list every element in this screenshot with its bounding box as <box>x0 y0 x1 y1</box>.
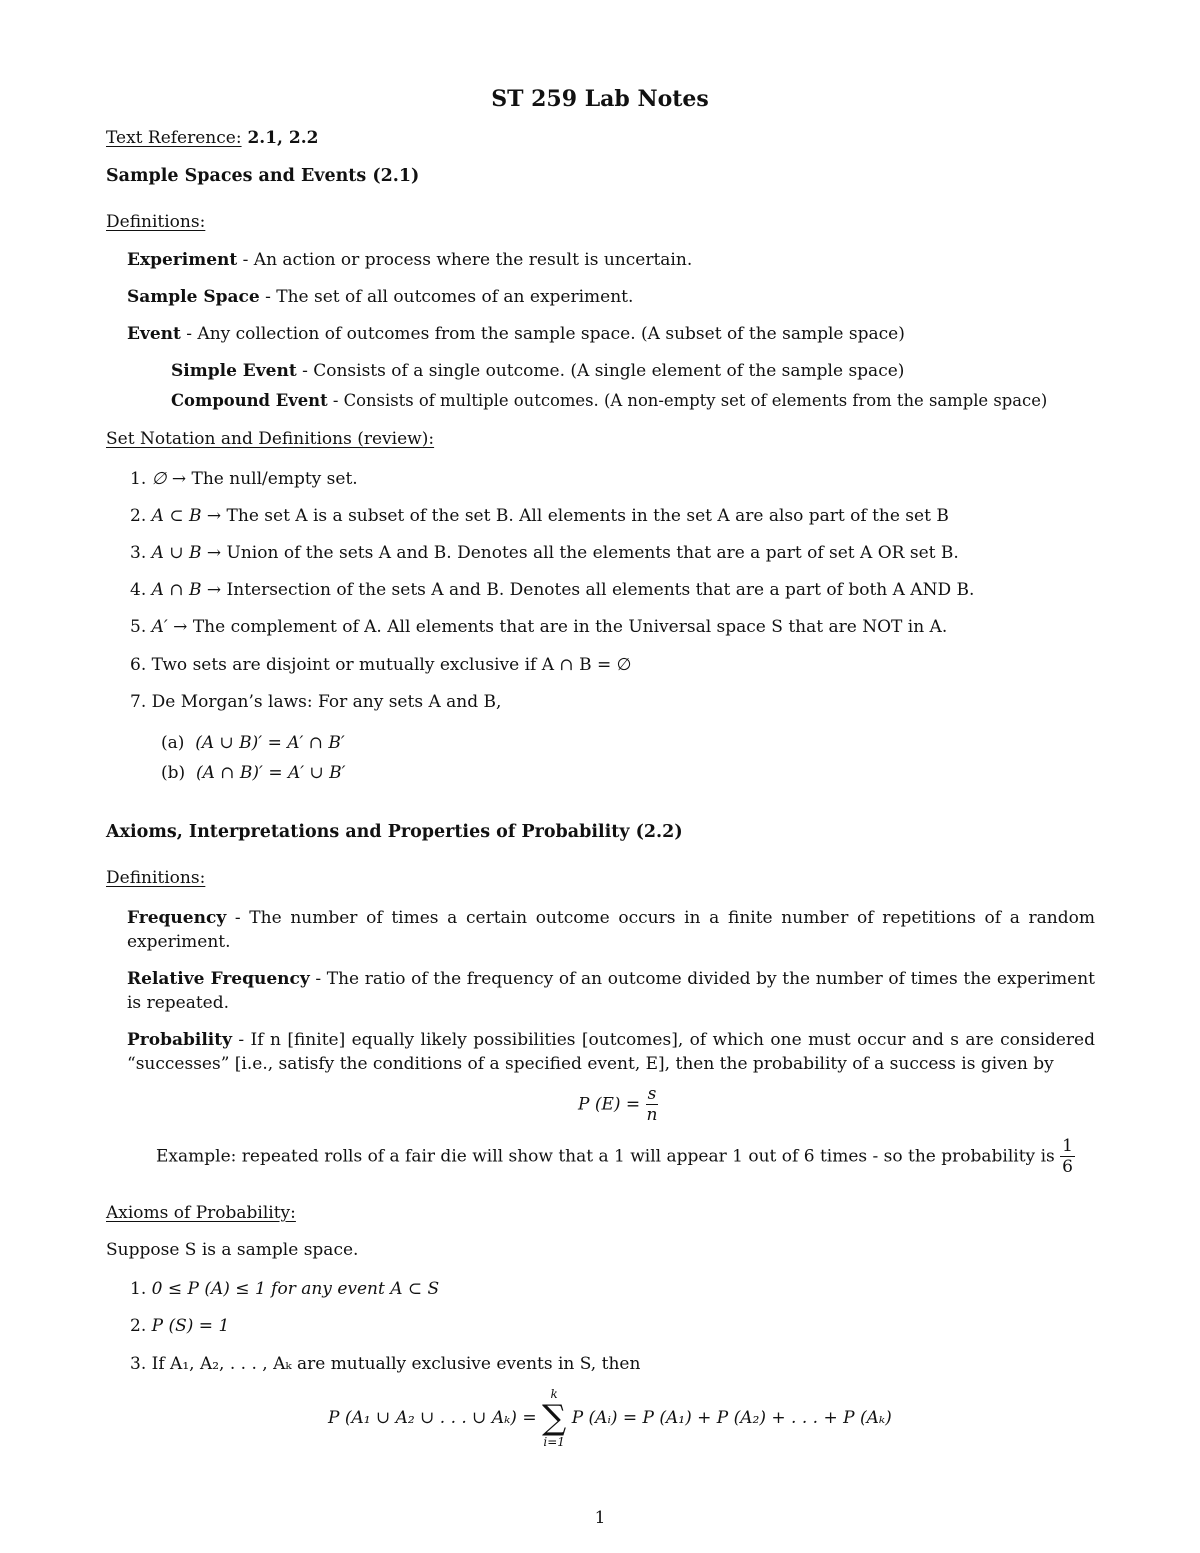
example-line <box>156 1136 1075 1177</box>
def-compound-event <box>171 391 1047 410</box>
list-text: Intersection of the sets A and B. Denotes all elements that are a part of both A AND B. <box>221 580 975 600</box>
def-term: Experiment <box>127 250 238 270</box>
list-num: 4. <box>130 580 147 600</box>
text-reference-value: 2.1, 2.2 <box>241 128 319 148</box>
demorgan-label: (b) <box>161 763 186 783</box>
set-list-item-3 <box>130 543 959 563</box>
page-number: 1 <box>594 1508 606 1528</box>
def-simple-event <box>171 361 904 381</box>
def-text: - If n [finite] equally likely possibilities [outcomes], of which one must occur and s are considered “successes” [i.e., satisfy the conditions of a specified event, E], then the probability of a success is given by <box>127 1030 1095 1074</box>
def-probability-body <box>104 1028 1095 1076</box>
section-heading-axioms: Axioms, Interpretations and Properties of Probability (2.2) <box>106 822 683 842</box>
text-reference <box>106 128 318 148</box>
list-text: The complement of A. All elements that are in the Universal space S that are NOT in A. <box>187 617 948 637</box>
def-text: - Consists of multiple outcomes. (A non-empty set of elements from the sample space) <box>327 391 1048 410</box>
demorgan-b <box>161 763 346 783</box>
example-denominator: 6 <box>1062 1157 1073 1177</box>
list-num: 5. <box>130 617 147 637</box>
demorgan-formula: (A ∩ B)′ = A′ ∪ B′ <box>195 763 346 783</box>
set-list-item-7 <box>130 692 501 712</box>
def-experiment <box>127 250 692 270</box>
list-math: A′ → <box>151 617 188 637</box>
list-math: A ∩ B → <box>151 580 222 600</box>
sum-lower: i=1 <box>543 1435 565 1449</box>
demorgan-label: (a) <box>161 733 185 753</box>
sigma-symbol: ∑ <box>542 1398 567 1438</box>
def-term: Relative Frequency <box>127 969 310 989</box>
set-list-item-4 <box>130 580 974 600</box>
def-probability <box>127 1028 1095 1076</box>
text-reference-label: Text Reference: <box>106 128 242 148</box>
additivity-formula <box>328 1386 892 1450</box>
def-text: - The set of all outcomes of an experiment. <box>259 287 634 307</box>
formula-denominator: n <box>646 1105 658 1125</box>
def-frequency <box>127 906 1095 954</box>
def-text: - Any collection of outcomes from the sample space. (A subset of the sample space) <box>180 324 905 344</box>
list-num: 6. <box>130 655 147 675</box>
axiom-num: 1. <box>130 1279 147 1299</box>
demorgan-formula: (A ∪ B)′ = A′ ∩ B′ <box>195 733 345 753</box>
list-math: ∅ → <box>151 469 187 489</box>
axiom-1 <box>130 1279 439 1299</box>
example-text: Example: repeated rolls of a fair die will show that a 1 will appear 1 out of 6 times - so the probability is <box>156 1146 1055 1167</box>
def-term: Event <box>127 324 181 344</box>
list-num: 1. <box>130 469 147 489</box>
section-heading-sample-spaces: Sample Spaces and Events (2.1) <box>106 166 420 186</box>
definitions-label: Definitions: <box>106 212 206 232</box>
axiom-2 <box>130 1316 229 1336</box>
list-text: De Morgan’s laws: For any sets A and B, <box>151 692 502 712</box>
formula-rhs: P (Aᵢ) = P (A₁) + P (A₂) + . . . + P (Aₖ) <box>571 1408 892 1428</box>
set-list-item-5 <box>130 617 947 637</box>
sum-upper: k <box>550 1387 558 1401</box>
demorgan-a <box>161 733 345 753</box>
list-text: The null/empty set. <box>186 469 358 489</box>
list-text: Two sets are disjoint or mutually exclusive if A ∩ B = ∅ <box>151 655 632 675</box>
set-list-item-6 <box>130 655 631 675</box>
def-term: Compound Event <box>171 391 328 410</box>
example-numerator: 1 <box>1062 1136 1073 1156</box>
formula-numerator: s <box>647 1084 657 1104</box>
probability-formula <box>578 1084 658 1125</box>
axiom-num: 2. <box>130 1316 147 1336</box>
list-text: Union of the sets A and B. Denotes all the elements that are a part of set A OR set B. <box>221 543 959 563</box>
def-text: - The ratio of the frequency of an outcome divided by the number of times the experiment is repeated. <box>127 969 1095 1013</box>
suppose-line: Suppose S is a sample space. <box>106 1240 359 1260</box>
list-text: The set A is a subset of the set B. All elements in the set A are also part of the set B <box>221 506 949 526</box>
def-text: - An action or process where the result is uncertain. <box>237 250 693 270</box>
formula-lhs: P (E) = <box>578 1094 641 1115</box>
axiom-text: P (S) = 1 <box>151 1316 230 1336</box>
axiom-text: If A₁, A₂, . . . , Aₖ are mutually exclusive events in S, then <box>151 1354 641 1374</box>
def-frequency-body <box>104 906 1095 954</box>
formula-fraction <box>646 1084 659 1125</box>
definitions-label-2: Definitions: <box>106 868 206 888</box>
axioms-label: Axioms of Probability: <box>106 1203 296 1223</box>
list-num: 2. <box>130 506 147 526</box>
set-notation-label: Set Notation and Definitions (review): <box>106 429 435 449</box>
def-relative-frequency <box>127 967 1095 1015</box>
def-event <box>127 324 905 344</box>
def-relative-frequency-body <box>104 967 1095 1015</box>
list-math: A ∪ B → <box>151 543 222 563</box>
example-fraction <box>1060 1136 1075 1177</box>
formula-lhs: P (A₁ ∪ A₂ ∪ . . . ∪ Aₖ) = <box>328 1408 537 1428</box>
def-term: Simple Event <box>171 361 297 381</box>
axiom-3 <box>130 1354 640 1374</box>
def-term: Frequency <box>127 908 227 928</box>
def-sample-space <box>127 287 633 307</box>
def-text: - Consists of a single outcome. (A single element of the sample space) <box>296 361 905 381</box>
def-text: - The number of times a certain outcome occurs in a finite number of repetitions of a random experiment. <box>127 908 1095 952</box>
summation <box>542 1386 566 1450</box>
def-term: Probability <box>127 1030 232 1050</box>
page-title: ST 259 Lab Notes <box>491 86 709 112</box>
list-num: 3. <box>130 543 147 563</box>
set-list-item-1 <box>130 469 358 489</box>
axiom-num: 3. <box>130 1354 147 1374</box>
set-list-item-2 <box>130 506 949 526</box>
def-term: Sample Space <box>127 287 260 307</box>
list-num: 7. <box>130 692 147 712</box>
axiom-text: 0 ≤ P (A) ≤ 1 for any event A ⊂ S <box>151 1279 440 1299</box>
list-math: A ⊂ B → <box>151 506 222 526</box>
